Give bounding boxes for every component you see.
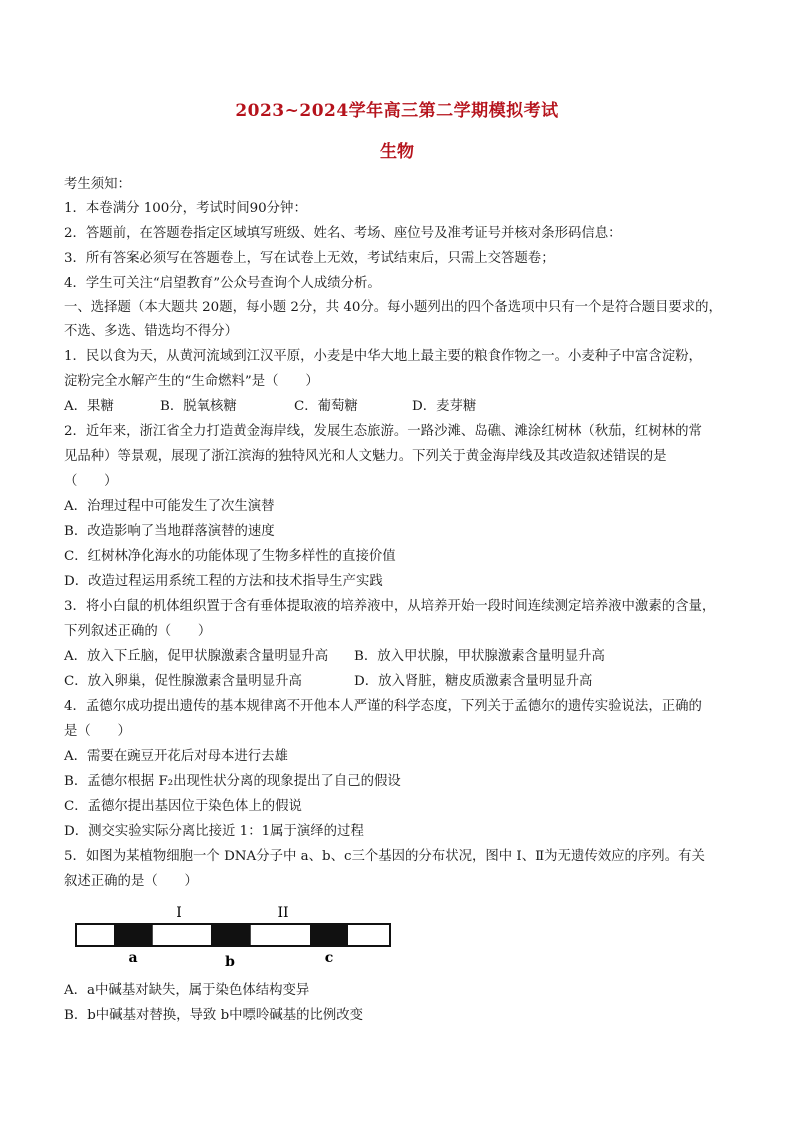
section-heading-line-1: 一、选择题（本大题共 20题，每小题 2分，共 40分。每小题列出的四个备选项中只有一个是符合题目要求的， (64, 300, 722, 315)
dna-gene-diagram (74, 904, 394, 974)
q3-stem-line-1: 3．将小白鼠的机体组织置于含有垂体提取液的培养液中，从培养开始一段时间连续测定培养液中激素的含量， (64, 599, 716, 614)
q2-stem-line-1: 2．近年来，浙江省全力打造黄金海岸线，发展生态旅游。一路沙滩、岛礁、滩涂红树林（秋茄，红树林的常 (64, 424, 702, 439)
q4-stem-line-1: 4．孟德尔成功提出遗传的基本规律离不开他本人严谨的科学态度，下列关于孟德尔的遗传实验说法，正确的 (64, 699, 702, 714)
q1-stem-line-2: 淀粉完全水解产生的“生命燃料”是（ ） (64, 374, 319, 389)
q4-option-d: D．测交实验实际分离比接近 1：1属于演绎的过程 (64, 824, 364, 839)
figure-label-a: a (128, 950, 138, 966)
q5-option-a: A．a中碱基对缺失，属于染色体结构变异 (64, 983, 310, 998)
q1-option-a: A．果糖 (64, 399, 114, 414)
q1-option-d: D．麦芽糖 (412, 399, 477, 414)
gene-c-segment (310, 924, 348, 946)
exam-title: 2023~2024学年高三第二学期模拟考试 (235, 101, 559, 121)
q3-option-a: A．放入下丘脑，促甲状腺激素含量明显升高 (64, 649, 329, 664)
notice-item-4: 4．学生可关注“启望教育”公众号查询个人成绩分析。 (64, 276, 381, 291)
section-heading-line-2: 不选、多选、错选均不得分） (64, 324, 239, 339)
figure-label-i: I (176, 905, 182, 921)
notice-item-2: 2．答题前，在答题卷指定区域填写班级、姓名、考场、座位号及准考证号并核对条形码信息： (64, 226, 622, 241)
q1-stem-line-1: 1．民以食为天，从黄河流域到江汉平原，小麦是中华大地上最主要的粮食作物之一。小麦种子中富含淀粉， (64, 349, 702, 364)
q4-stem-line-2: 是（ ） (64, 724, 131, 739)
q2-option-d: D．改造过程运用系统工程的方法和技术指导生产实践 (64, 574, 383, 589)
gene-b-segment (211, 924, 250, 946)
q3-option-d: D．放入肾脏，糖皮质激素含量明显升高 (354, 674, 593, 689)
q2-option-c: C．红树林净化海水的功能体现了生物多样性的直接价值 (64, 549, 396, 564)
notice-heading: 考生须知： (64, 177, 131, 192)
q5-stem-line-2: 叙述正确的是（ ） (64, 874, 198, 889)
q5-option-b: B．b中碱基对替换，导致 b中嘌呤碱基的比例改变 (64, 1008, 364, 1023)
q2-option-b: B．改造影响了当地群落演替的速度 (64, 524, 275, 539)
q3-stem-line-2: 下列叙述正确的（ ） (64, 624, 212, 639)
q3-option-b: B．放入甲状腺，甲状腺激素含量明显升高 (354, 649, 605, 664)
q2-stem-line-2: 见品种）等景观，展现了浙江滨海的独特风光和人文魅力。下列关于黄金海岸线及其改造叙述错误的是 (64, 449, 667, 464)
notice-item-1: 1．本卷满分 100分，考试时间90分钟： (64, 201, 307, 216)
figure-label-b: b (225, 954, 235, 970)
q1-option-b: B．脱氧核糖 (160, 399, 237, 414)
q2-option-a: A．治理过程中可能发生了次生演替 (64, 499, 275, 514)
q4-option-b: B．孟德尔根据 F₂出现性状分离的现象提出了自己的假设 (64, 774, 401, 789)
notice-item-3: 3．所有答案必须写在答题卷上，写在试卷上无效，考试结束后，只需上交答题卷； (64, 251, 555, 266)
q5-stem-line-1: 5．如图为某植物细胞一个 DNA分子中 a、b、c三个基因的分布状况，图中 Ⅰ、Ⅱ为无遗传效应的序列。有关 (64, 849, 705, 864)
q2-stem-line-3: （ ） (64, 474, 118, 489)
gene-a-segment (114, 924, 152, 946)
figure-label-ii: II (277, 905, 289, 921)
figure-label-c: c (324, 950, 334, 966)
q4-option-c: C．孟德尔提出基因位于染色体上的假说 (64, 799, 302, 814)
q3-option-c: C．放入卵巢，促性腺激素含量明显升高 (64, 674, 302, 689)
q4-option-a: A．需要在豌豆开花后对母本进行去雄 (64, 749, 288, 764)
exam-subject: 生物 (380, 142, 414, 162)
q1-option-c: C．葡萄糖 (294, 399, 358, 414)
